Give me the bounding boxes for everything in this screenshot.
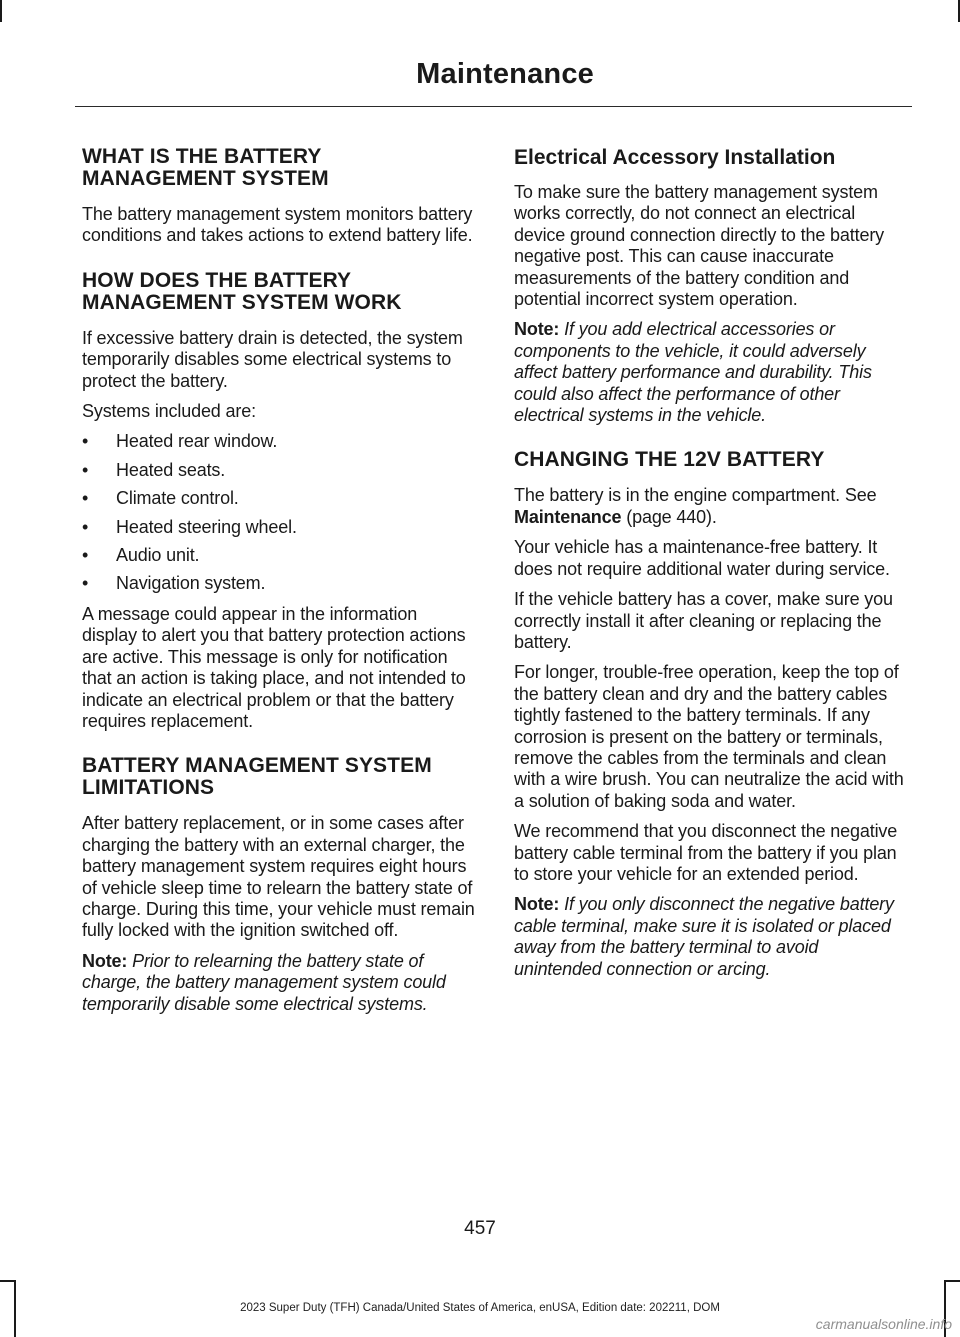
- paragraph: A message could appear in the information display to alert you that battery protection actions are active. This message is only for notification that an action is taking place, and not intended to indicate an electrical problem or that the battery requires replacement.: [82, 603, 466, 731]
- list-item: • Heated rear window.: [82, 431, 278, 452]
- note: Note: If you add electrical accessories or components to the vehicle, it could adversely affect battery performance and durability. This could also affect the performance of other electrical systems in the vehicle.: [514, 319, 872, 426]
- paragraph: Systems included are:: [82, 401, 256, 422]
- heading-what-is-bms: WHAT IS THE BATTERY MANAGEMENT SYSTEM: [82, 145, 329, 190]
- list-item: • Heated seats.: [82, 459, 226, 480]
- paragraph: After battery replacement, or in some cases after charging the battery with an external charger, the battery management system requires eight hours of vehicle sleep time to relearn the battery state of charge. During this time, your vehicle must remain fully locked with the ignition switched off.: [82, 813, 475, 941]
- list-item: • Heated steering wheel.: [82, 516, 297, 537]
- header-divider: [75, 106, 912, 107]
- maintenance-link[interactable]: Maintenance: [514, 506, 622, 527]
- heading-how-bms-works: HOW DOES THE BATTERY MANAGEMENT SYSTEM WORK: [82, 268, 402, 314]
- heading-changing-battery: CHANGING THE 12V BATTERY: [514, 448, 825, 472]
- note: Note: Prior to relearning the battery state of charge, the battery management system could temporarily disable some electrical systems.: [82, 950, 446, 1014]
- paragraph: To make sure the battery management system works correctly, do not connect an electrical device ground connection directly to the battery negative post. This can cause inaccurate measurements of the battery condition and potential incorrect system operation.: [514, 182, 885, 310]
- page-header-title: Maintenance: [416, 58, 594, 90]
- paragraph: If the vehicle battery has a cover, make sure you correctly install it after cleaning or replacing the battery.: [514, 589, 893, 652]
- paragraph: For longer, trouble-free operation, keep the top of the battery clean and dry and the battery cables tightly fastened to the battery terminals. If any corrosion is present on the battery or terminals, remove the cables from the terminals and clean with a wire brush. You can neutralize the acid with a solution of baking soda and water.: [514, 662, 904, 811]
- crop-mark-top-left: [0, 0, 2, 22]
- paragraph: We recommend that you disconnect the negative battery cable terminal from the battery if you plan to store your vehicle for an extended period.: [514, 821, 898, 884]
- paragraph: Your vehicle has a maintenance-free battery. It does not require additional water during service.: [514, 537, 890, 579]
- crop-mark-bottom-right-horizontal: [944, 1280, 960, 1282]
- left-column: [82, 146, 476, 1024]
- list-item: • Navigation system.: [82, 573, 266, 594]
- list-item: • Climate control.: [82, 488, 239, 509]
- footer-edition-info: 2023 Super Duty (TFH) Canada/United States of America, enUSA, Edition date: 202211, DOM: [240, 1302, 720, 1314]
- note: Note: If you only disconnect the negative battery cable terminal, make sure it is isolated or placed away from the battery terminal to avoid unintended connection or arcing.: [514, 894, 894, 979]
- paragraph: The battery management system monitors battery conditions and takes actions to extend battery life.: [82, 204, 473, 246]
- paragraph: If excessive battery drain is detected, the system temporarily disables some electrical systems to protect the battery.: [82, 327, 463, 391]
- heading-bms-limitations: BATTERY MANAGEMENT SYSTEM LIMITATIONS: [82, 754, 432, 800]
- right-column: [514, 146, 908, 989]
- heading-electrical-accessory: Electrical Accessory Installation: [514, 146, 836, 169]
- systems-list: [82, 431, 476, 594]
- crop-mark-bottom-left-horizontal: [0, 1280, 16, 1282]
- list-item: • Audio unit.: [82, 545, 200, 566]
- paragraph: The battery is in the engine compartment. See Maintenance (page 440).: [514, 485, 877, 527]
- watermark: carmanualsonline.info: [815, 1316, 952, 1332]
- page-number: 457: [464, 1218, 496, 1239]
